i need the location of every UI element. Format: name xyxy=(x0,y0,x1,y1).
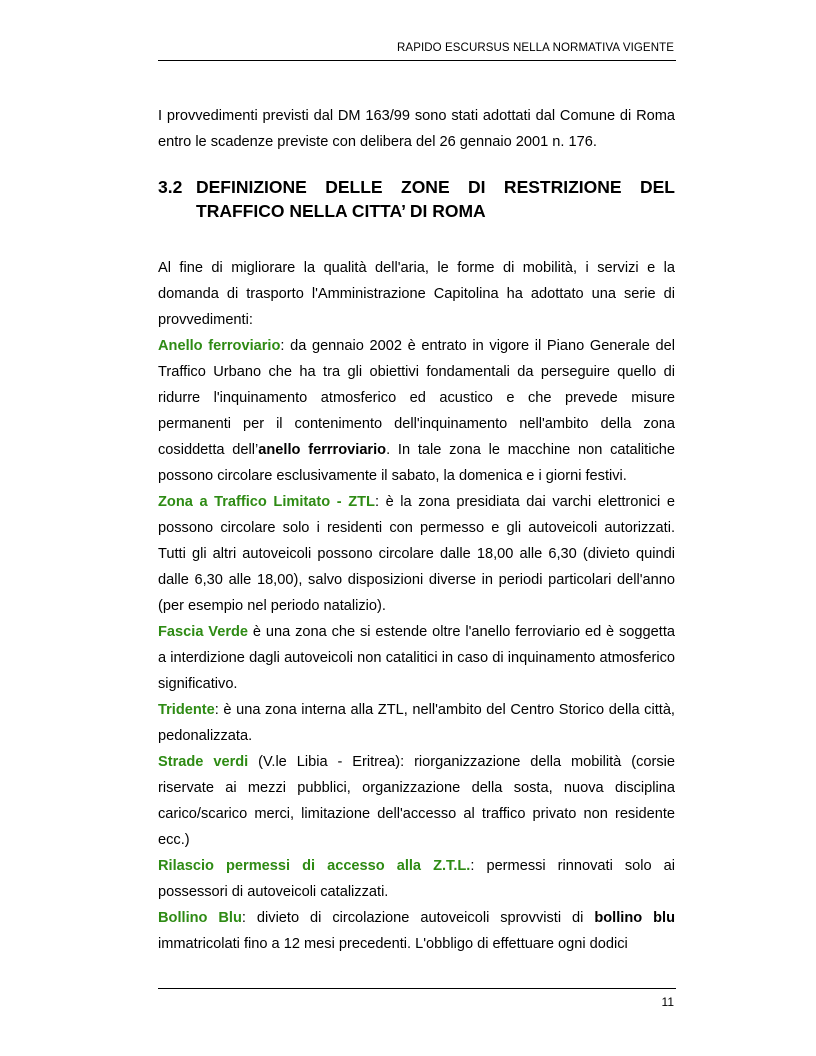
item-term: Strade verdi xyxy=(158,754,249,770)
page-number: 11 xyxy=(661,995,674,1009)
section-title xyxy=(196,175,675,223)
running-header: RAPIDO ESCURSUS NELLA NORMATIVA VIGENTE xyxy=(397,42,674,54)
page-body xyxy=(158,103,675,957)
item-rilascio-permessi xyxy=(158,853,675,905)
item-term: Rilascio permessi di accesso alla Z.T.L. xyxy=(158,858,471,874)
item-term: Zona a Traffico Limitato - ZTL xyxy=(158,494,375,510)
item-text: è una zona che si estende oltre l'anello ferroviario ed è soggetta a interdizione dagli autoveicoli non catalitici in caso di inquinamento atmosferico significativo. xyxy=(158,624,675,692)
lead-paragraph: Al fine di migliorare la qualità dell'aria, le forme di mobilità, i servizi e la domanda di trasporto l'Amministrazione Capitolina ha adottato una serie di provvedimenti: xyxy=(158,260,675,328)
intro-paragraph: I provvedimenti previsti dal DM 163/99 sono stati adottati dal Comune di Roma entro le scadenze previste con delibera del 26 gennaio 2001 n. 176. xyxy=(158,108,675,150)
item-ztl xyxy=(158,489,675,619)
item-term: Tridente xyxy=(158,702,215,718)
item-term: Bollino Blu xyxy=(158,910,242,926)
item-text-continued: immatricolati fino a 12 mesi precedenti. L'obbligo di effettuare ogni dodici xyxy=(158,936,628,952)
item-anello-ferroviario xyxy=(158,333,675,489)
item-text: (V.le Libia - Eritrea): riorganizzazione della mobilità (corsie riservate ai mezzi pubblici, organizzazione della sosta, nuova disciplina carico/scarico merci, limitazione dell'accesso al traffico privato non residente ecc.) xyxy=(158,754,675,848)
section-title-line-2: TRAFFICO NELLA CITTA’ DI ROMA xyxy=(196,201,486,221)
item-bollino-blu xyxy=(158,905,675,957)
item-strade-verdi xyxy=(158,749,675,853)
item-text: : è la zona presidiata dai varchi elettronici e possono circolare solo i residenti con permesso e gli autoveicoli autorizzati. Tutti gli altri autoveicoli possono circolare dalle 18,00 alle 6,30 (divieto quindi dalle 6,30 alle 18,00), salvo disposizioni diverse in periodi particolari dell'anno (per esempio nel periodo natalizio). xyxy=(158,494,675,614)
item-tridente xyxy=(158,697,675,749)
section-heading xyxy=(158,175,675,223)
section-number: 3.2 xyxy=(158,177,183,197)
item-fascia-verde xyxy=(158,619,675,697)
item-text: : da gennaio 2002 è entrato in vigore il Piano Generale del Traffico Urbano che ha tra gli obiettivi fondamentali da perseguire quello di ridurre l'inquinamento atmosferico ed acustico e che prevede misure permanenti per il contenimento dell'inquinamento nell'ambito della zona cosiddetta dell’ xyxy=(158,338,675,458)
section-title-line-1: DEFINIZIONE DELLE ZONE DI RESTRIZIONE DEL xyxy=(196,177,675,197)
item-text: : divieto di circolazione autoveicoli sprovvisti di xyxy=(241,910,595,926)
header-divider xyxy=(158,60,676,61)
item-text: : permessi rinnovati solo ai possessori di autoveicoli catalizzati. xyxy=(158,858,675,900)
item-text: : è una zona interna alla ZTL, nell'ambito del Centro Storico della città, pedonalizzata. xyxy=(158,702,675,744)
item-bold-term: bollino blu xyxy=(594,910,675,926)
item-bold-term: anello ferrroviario xyxy=(258,442,387,458)
item-text-continued: . In tale zona le macchine non catalitiche possono circolare esclusivamente il sabato, la domenica e i giorni festivi. xyxy=(158,442,675,484)
item-term: Anello ferroviario xyxy=(158,338,281,354)
item-term: Fascia Verde xyxy=(158,624,249,640)
footer-divider xyxy=(158,988,676,989)
